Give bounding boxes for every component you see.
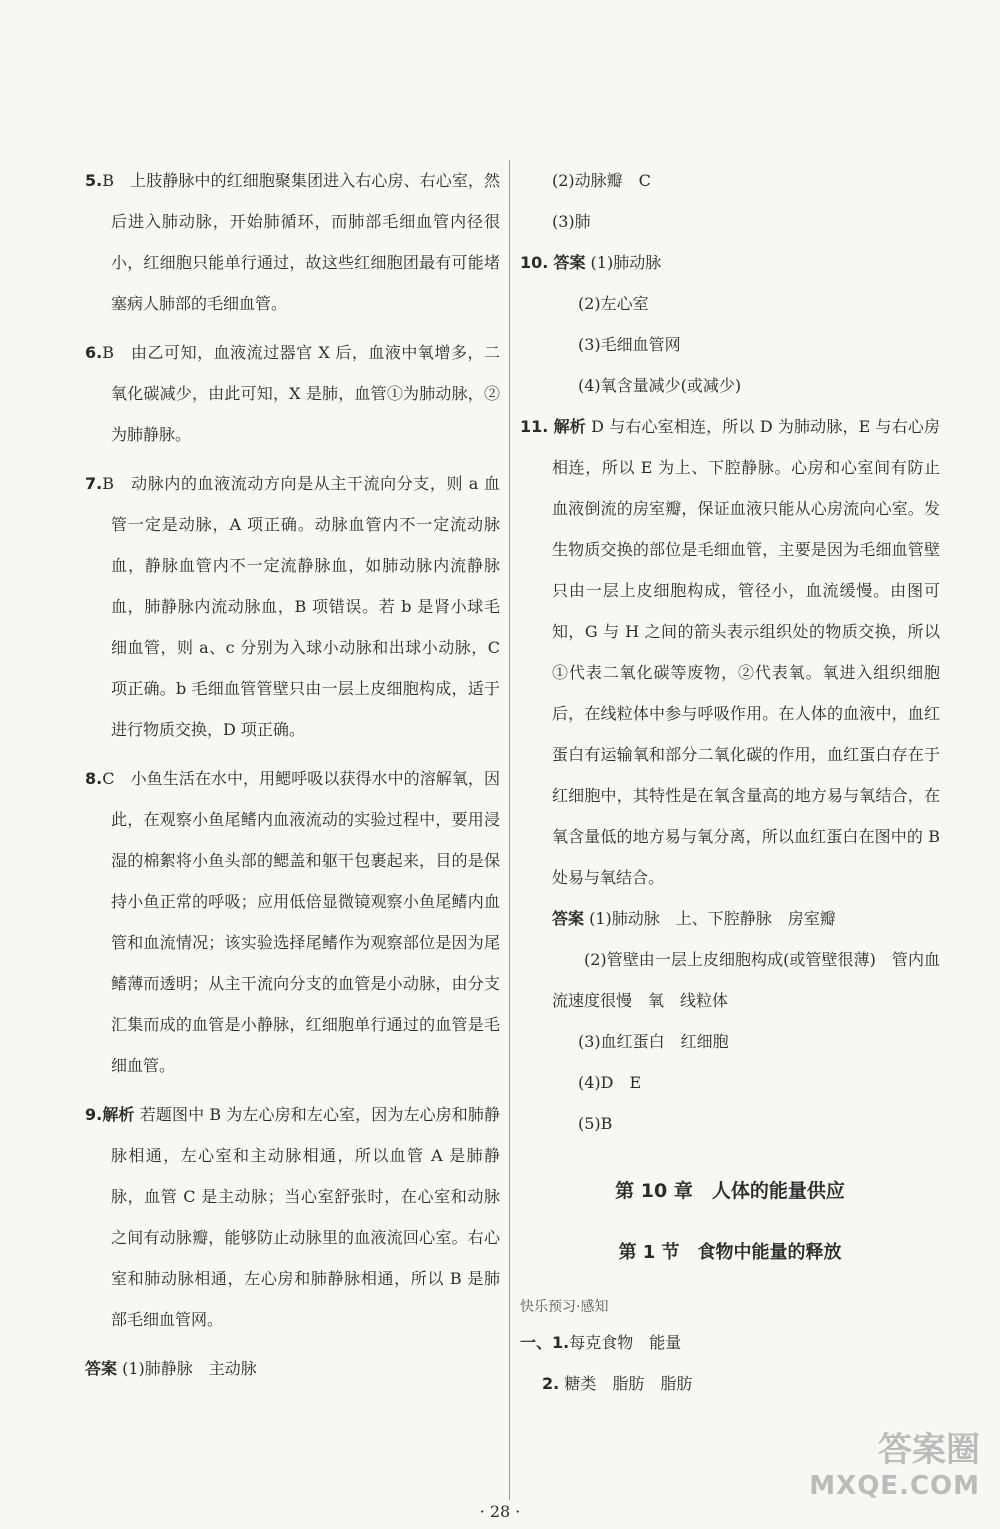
question-number: 9. [85, 1105, 103, 1124]
section-title: 第 1 节 食物中能量的释放 [618, 1242, 842, 1263]
question-text: B 上肢静脉中的红细胞聚集团进入右心房、右心室，然后进入肺动脉，开始肺循环，而肺部毛细血管内径很小，红细胞只能单行通过，故这些红细胞团最有可能堵塞病人肺部的毛细血管。 [102, 171, 500, 313]
left-column [85, 160, 500, 1389]
answer-text: (1)肺静脉 主动脉 [122, 1359, 257, 1378]
answer-text: (1)肺动脉 上、下腔静脉 房室瓣 [589, 909, 836, 928]
preview-heading: 快乐预习·感知 [520, 1299, 609, 1315]
exercise-1 [520, 1322, 940, 1363]
q9-answer-line-3: (3)肺 [552, 212, 591, 231]
question-number: 8. [85, 769, 103, 788]
question-number: 5. [85, 171, 103, 190]
answer-text: (1)肺动脉 [590, 253, 662, 272]
exercise-number: 2. [542, 1374, 560, 1393]
question-text: C 小鱼生活在水中，用鳃呼吸以获得水中的溶解氧，因此，在观察小鱼尾鳍内血液流动的实验过程中，要用浸湿的棉絮将小鱼头部的鳃盖和躯干包裹起来，目的是保持小鱼正常的呼吸；应用低倍显微镜观察小鱼尾鳍内血管和血流情况；该实验选择尾鳍作为观察部位是因为尾鳍薄而透明；从主干流向分支的血管是小动脉，由分支汇集而成的血管是小静脉，红细胞单行通过的血管是毛细血管。 [102, 769, 500, 1075]
question-5 [85, 160, 500, 324]
analysis-label: 解析 [553, 417, 586, 436]
page-number: · 28 · [479, 1502, 521, 1521]
right-column [520, 160, 940, 1404]
watermark-text: 答案圈 [878, 1430, 980, 1470]
q11-answer-line: (2)管壁由一层上皮细胞构成(或管壁很薄) 管内血流速度很慢 氧 线粒体 [552, 950, 940, 1010]
question-text: 若题图中 B 为左心房和左心室，因为左心房和肺静脉相通，左心室和主动脉相通，所以血管 A 是肺静脉，血管 C 是主动脉；当心室舒张时，在心室和动脉之间有动脉瓣，能够防止动脉里的血液流回心室。右心室和肺动脉相通，左心房和肺静脉相通，所以 B 是肺部毛细血管网。 [111, 1105, 500, 1329]
q10-answer-line: (3)毛细血管网 [578, 335, 681, 354]
question-text: B 由乙可知，血液流过器官 X 后，血液中氧增多，二氧化碳减少，由此可知，X 是肺，血管①为肺动脉，②为肺静脉。 [102, 343, 500, 444]
watermark-url: MXQE.COM [809, 1471, 980, 1501]
q10-answer-line: (4)氧含量减少(或减少) [578, 376, 742, 395]
question-8 [85, 758, 500, 1086]
question-number: 10. [520, 253, 549, 272]
question-11-answer [520, 898, 940, 939]
answer-label: 答案 [552, 909, 585, 928]
chapter-title: 第 10 章 人体的能量供应 [615, 1180, 845, 1202]
analysis-label: 解析 [102, 1105, 135, 1124]
q11-answer-line: (5)B [578, 1114, 613, 1133]
question-7 [85, 463, 500, 750]
exercise-2 [520, 1363, 940, 1404]
answer-label: 答案 [553, 253, 586, 272]
column-divider [509, 160, 510, 1500]
exercise-text: 糖类 脂肪 脂肪 [564, 1374, 693, 1393]
exercise-number: 一、1. [520, 1333, 570, 1352]
question-6 [85, 332, 500, 455]
q9-answer-line-2: (2)动脉瓣 C [552, 171, 651, 190]
q11-answer-line: (4)D E [578, 1073, 642, 1092]
question-text: B 动脉内的血液流动方向是从主干流向分支，则 a 血管一定是动脉，A 项正确。动脉血管内不一定流动脉血，静脉血管内不一定流静脉血，如肺动脉内流静脉血，肺静脉内流动脉血，B 项错误。若 b 是肾小球毛细血管，则 a、c 分别为入球小动脉和出球小动脉，C 项正确。b 毛细血管管壁只由一层上皮细胞构成，适于进行物质交换，D 项正确。 [102, 474, 500, 739]
exercise-text: 每克食物 能量 [569, 1333, 682, 1352]
q10-answer-line: (2)左心室 [578, 294, 649, 313]
watermark-logo [809, 1422, 980, 1501]
answer-label: 答案 [85, 1359, 118, 1378]
question-text: D 与右心室相连，所以 D 为肺动脉，E 与右心房相连，所以 E 为上、下腔静脉。心房和心室间有防止血液倒流的房室瓣，保证血液只能从心房流向心室。发生物质交换的部位是毛细血管，主要是因为毛细血管壁只由一层上皮细胞构成，管径小，血流缓慢。由图可知，G 与 H 之间的箭头表示组织处的物质交换，所以①代表二氧化碳等废物，②代表氧。氧进入组织细胞后，在线粒体中参与呼吸作用。在人体的血液中，血红蛋白有运输氧和部分二氧化碳的作用，血红蛋白存在于红细胞中，其特性是在氧含量高的地方易与氧结合，在氧含量低的地方易与氧分离，所以血红蛋白在图中的 B 处易与氧结合。 [552, 417, 940, 887]
question-number: 6. [85, 343, 103, 362]
question-10 [520, 242, 940, 283]
question-number: 11. [520, 417, 549, 436]
question-9-answer [85, 1348, 500, 1389]
question-number: 7. [85, 474, 103, 493]
q11-answer-line: (3)血红蛋白 红细胞 [578, 1032, 729, 1051]
question-9 [85, 1094, 500, 1340]
question-11 [520, 406, 940, 898]
